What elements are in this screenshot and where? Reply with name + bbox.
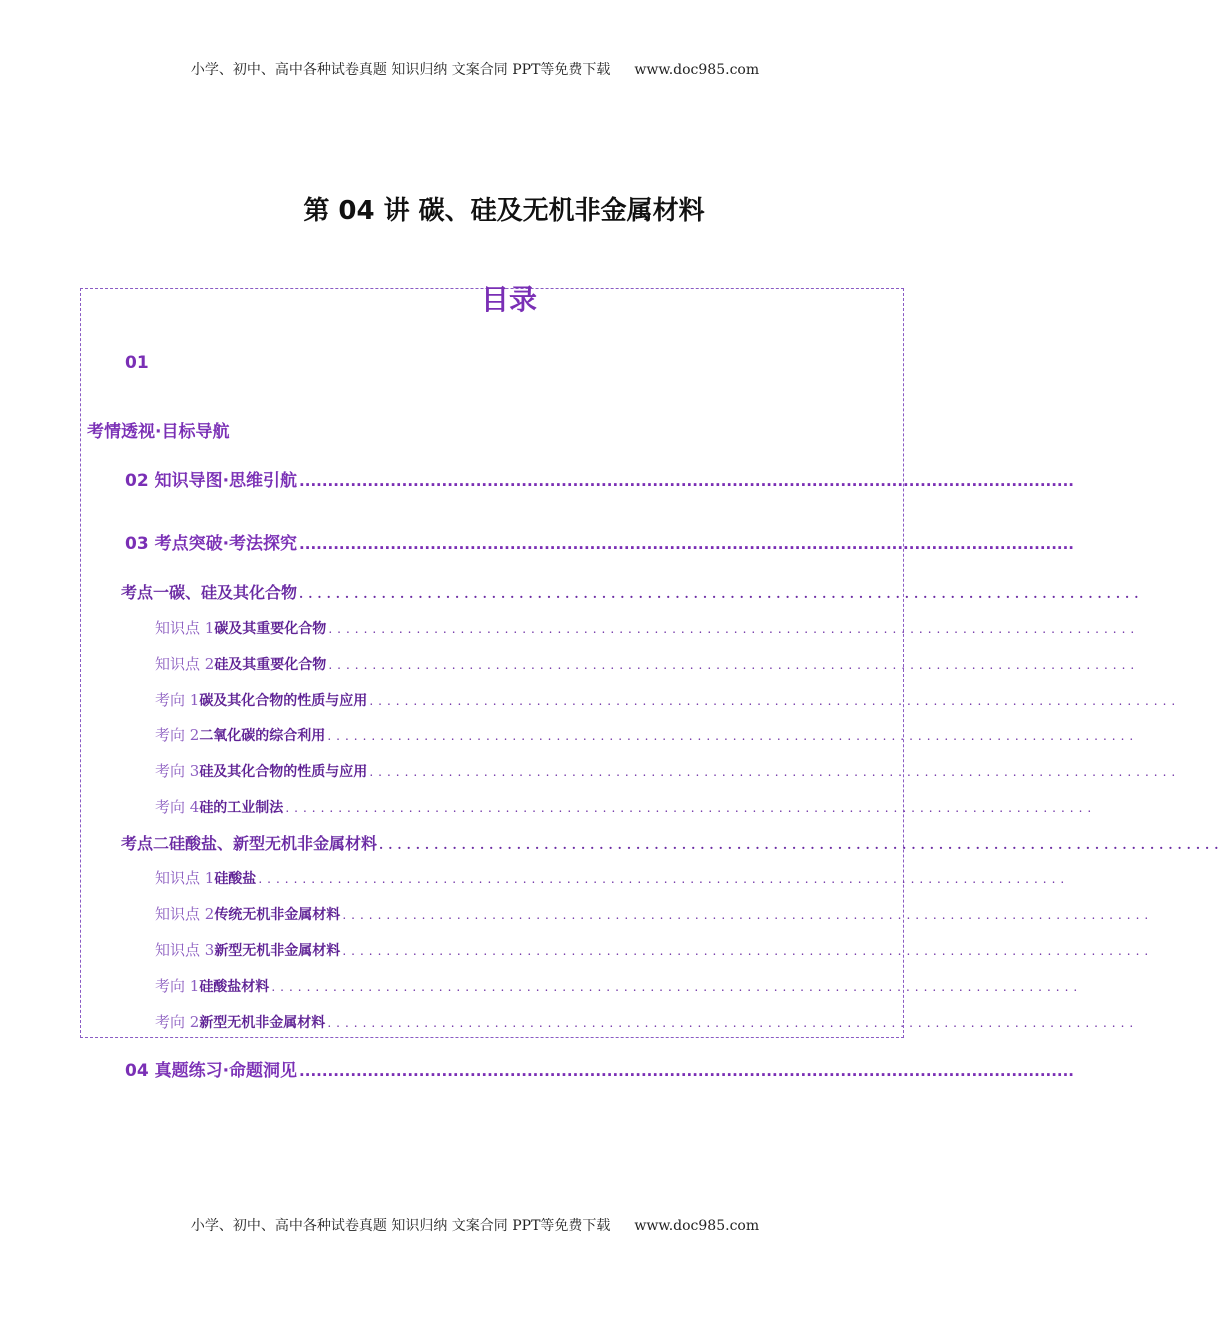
toc-item-text: 新型无机非金属材料 xyxy=(214,943,341,959)
toc-item-label: 考向 1 xyxy=(155,977,200,995)
toc-item[interactable] xyxy=(155,867,1070,888)
toc-kaodian-1-text: 碳、硅及其化合物 xyxy=(169,583,298,602)
toc-item-text: 新型无机非金属材料 xyxy=(199,1015,326,1031)
header-left-text: 小学、初中、高中各种试卷真题 知识归纳 文案合同 PPT等免费下载 xyxy=(190,62,611,78)
toc-item-text: 硅酸盐材料 xyxy=(199,979,270,995)
toc-item[interactable] xyxy=(155,796,1097,817)
toc-item-text: 碳及其化合物的性质与应用 xyxy=(199,693,368,709)
toc-item-text: 硅及其重要化合物 xyxy=(214,657,327,673)
toc-item-label: 考向 2 xyxy=(155,726,200,744)
toc-leader: ............................................................................................ xyxy=(369,765,1181,779)
page-title: 第 04 讲 碳、硅及无机非金属材料 xyxy=(303,196,705,226)
toc-item-text: 硅的工业制法 xyxy=(199,800,284,816)
toc-item-label: 知识点 1 xyxy=(155,869,215,887)
toc-leader: ............................................................................................ xyxy=(369,694,1181,708)
toc-item[interactable] xyxy=(155,903,1154,924)
toc-item[interactable] xyxy=(155,724,1139,745)
toc-leader: ............................................................................................ xyxy=(299,587,1144,601)
toc-leader: ........................................................................................................................................ xyxy=(299,1062,1075,1080)
toc-item-label: 知识点 1 xyxy=(155,619,215,637)
toc-item-label: 考向 4 xyxy=(155,798,200,816)
toc-item-label: 知识点 2 xyxy=(155,905,215,923)
toc-leader: ............................................................................................ xyxy=(342,908,1154,922)
toc-leader: ............................................................................................ xyxy=(379,838,1223,852)
toc-item-label: 考向 1 xyxy=(155,691,200,709)
toc-item[interactable] xyxy=(155,1011,1139,1032)
page-footer xyxy=(0,1215,950,1235)
toc-item[interactable] xyxy=(155,689,1181,710)
toc-item-text: 碳及其重要化合物 xyxy=(214,621,327,637)
toc-section-04[interactable] xyxy=(125,1056,1075,1081)
toc-leader: ............................................................................................ xyxy=(258,872,1070,886)
toc-item-text: 硅及其化合物的性质与应用 xyxy=(199,764,368,780)
toc-item-text: 硅酸盐 xyxy=(214,871,257,887)
toc-item[interactable] xyxy=(155,653,1140,674)
toc-item[interactable] xyxy=(155,975,1083,996)
toc-kaodian-2[interactable] xyxy=(121,831,1223,854)
footer-url[interactable]: www.doc985.com xyxy=(634,1218,760,1234)
toc-item[interactable] xyxy=(155,760,1181,781)
toc-section-01-label[interactable]: 考情透视·目标导航 xyxy=(87,422,230,442)
toc-item-label: 知识点 3 xyxy=(155,941,215,959)
toc-section-01-number[interactable]: 01 xyxy=(125,353,149,373)
toc-item-label: 考向 2 xyxy=(155,1013,200,1031)
toc-section-02-label: 02 知识导图·思维引航 xyxy=(125,471,298,491)
toc-item-text: 二氧化碳的综合利用 xyxy=(199,728,326,744)
toc-leader: ........................................................................................................................................ xyxy=(299,535,1075,553)
toc-item[interactable] xyxy=(155,617,1140,638)
toc-item[interactable] xyxy=(155,939,1154,960)
toc-leader: ............................................................................................ xyxy=(328,658,1140,672)
toc-kaodian-1[interactable] xyxy=(121,580,1144,603)
toc-kaodian-2-text: 硅酸盐、新型无机非金属材料 xyxy=(169,834,378,853)
toc-leader: ........................................................................................................................................ xyxy=(299,472,1075,490)
toc-leader: ............................................................................................ xyxy=(327,1016,1139,1030)
toc-leader: ............................................................................................ xyxy=(285,801,1097,815)
toc-leader: ............................................................................................ xyxy=(271,980,1083,994)
toc-section-03[interactable] xyxy=(125,529,1075,554)
header-url[interactable]: www.doc985.com xyxy=(634,62,760,78)
toc-kaodian-1-label: 考点一 xyxy=(121,583,170,602)
toc-item-label: 知识点 2 xyxy=(155,655,215,673)
footer-left-text: 小学、初中、高中各种试卷真题 知识归纳 文案合同 PPT等免费下载 xyxy=(190,1218,611,1234)
toc-leader: ............................................................................................ xyxy=(327,729,1139,743)
toc-item-text: 传统无机非金属材料 xyxy=(214,907,341,923)
toc-section-03-label: 03 考点突破·考法探究 xyxy=(125,534,298,554)
toc-section-04-label: 04 真题练习·命题洞见 xyxy=(125,1061,298,1081)
toc-leader: ............................................................................................ xyxy=(342,944,1154,958)
toc-heading: 目录 xyxy=(480,283,537,316)
toc-leader: ............................................................................................ xyxy=(328,622,1140,636)
page-header xyxy=(0,59,950,79)
toc-kaodian-2-label: 考点二 xyxy=(121,834,170,853)
toc-section-02[interactable] xyxy=(125,466,1075,491)
toc-item-label: 考向 3 xyxy=(155,762,200,780)
